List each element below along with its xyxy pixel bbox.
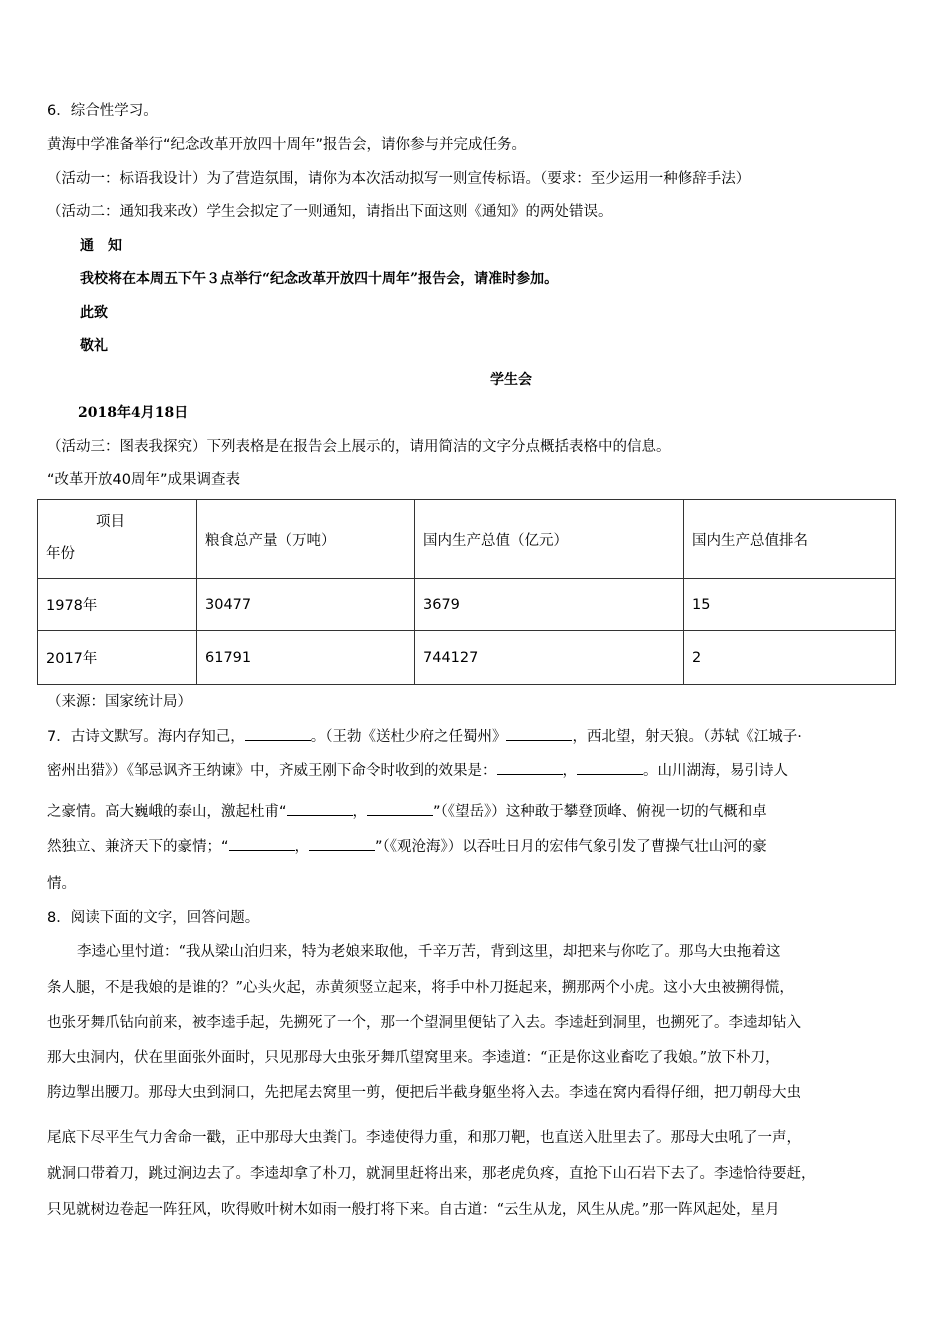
corner-label-year: 年份 bbox=[46, 546, 75, 562]
q6-intro: 黄海中学准备举行“纪念改革开放四十周年”报告会，请你参与并完成任务。 bbox=[47, 137, 527, 153]
survey-table bbox=[37, 499, 896, 685]
q7-text: ”（《望岳》）这种敢于攀登顶峰、俯视一切的气概和卓 bbox=[433, 804, 767, 820]
table-header-row bbox=[38, 500, 896, 579]
q7-line-3 bbox=[47, 801, 767, 822]
q6-activity1: （活动一：标语我设计）为了营造氛围，请你为本次活动拟写一则宣传标语。（要求：至少运用一种修辞手法） bbox=[47, 171, 751, 187]
q7-text: ”（《观沧海》）以吞吐日月的宏伟气象引发了曹操气壮山河的豪 bbox=[375, 839, 767, 855]
q7-text: 。（王勃《送杜少府之任蜀州》 bbox=[310, 729, 507, 745]
passage-line: 胯边掣出腰刀。那母大虫到洞口，先把尾去窝里一剪，便把后半截身躯坐将入去。李逵在窝内看得仔细，把刀朝母大虫 bbox=[47, 1085, 801, 1101]
passage-line: 条人腿，不是我娘的是谁的？”心头火起，赤黄须竖立起来，将手中朴刀挺起来，搠那两个小虎。这小大虫被搠得慌， bbox=[47, 980, 794, 996]
answer-blank[interactable] bbox=[506, 726, 572, 741]
q7-text: 7．古诗文默写。海内存知己， bbox=[47, 729, 245, 745]
answer-blank[interactable] bbox=[309, 836, 375, 851]
q7-text: ， bbox=[562, 763, 577, 779]
notice-date: 2018年4月18日 bbox=[78, 405, 189, 421]
passage-line: 只见就树边卷起一阵狂风，吹得败叶树木如雨一般打将下来。自古道：“云生从龙，风生从虎。”那一阵风起处，星月 bbox=[47, 1202, 780, 1218]
answer-blank[interactable] bbox=[367, 801, 433, 816]
q6-activity3: （活动三：图表我探究）下列表格是在报告会上展示的，请用简洁的文字分点概括表格中的信息。 bbox=[47, 439, 671, 455]
notice-heading: 通 知 bbox=[80, 238, 122, 254]
q7-text: 密州出猎》）《邹忌讽齐王纳谏》中，齐威王刚下命令时收到的效果是： bbox=[47, 763, 497, 779]
table-cell: 2 bbox=[684, 631, 896, 685]
q8-title: 8．阅读下面的文字，回答问题。 bbox=[47, 910, 260, 926]
passage-line: 也张牙舞爪钻向前来，被李逵手起，先搠死了一个，那一个望洞里便钻了入去。李逵赶到洞里，也搠死了。李逵却钻入 bbox=[47, 1015, 801, 1031]
table-header-cell: 国内生产总值（亿元） bbox=[415, 500, 684, 579]
q7-text: ， bbox=[352, 804, 368, 820]
table-cell: 30477 bbox=[197, 579, 415, 631]
q6-activity2: （活动二：通知我来改）学生会拟定了一则通知，请指出下面这则《通知》的两处错误。 bbox=[47, 204, 613, 220]
corner-label-item: 项目 bbox=[96, 514, 125, 530]
passage-line: 尾底下尽平生气力舍命一戳，正中那母大虫粪门。李逵使得力重，和那刀靶，也直送入肚里去了。那母大虫吼了一声， bbox=[47, 1130, 801, 1146]
q7-line-5: 情。 bbox=[47, 876, 76, 892]
table-cell: 3679 bbox=[415, 579, 684, 631]
table-cell-year: 2017年 bbox=[38, 631, 197, 685]
q6-title: 6．综合性学习。 bbox=[47, 103, 158, 119]
notice-body: 我校将在本周五下午３点举行“纪念改革开放四十周年”报告会，请准时参加。 bbox=[80, 271, 559, 287]
table-cell-year: 1978年 bbox=[38, 579, 197, 631]
table-cell: 744127 bbox=[415, 631, 684, 685]
passage-line: 那大虫洞内，伏在里面张外面时，只见那母大虫张牙舞爪望窝里来。李逵道：“正是你这业畜吃了我娘。”放下朴刀， bbox=[47, 1050, 780, 1066]
table-cell: 15 bbox=[684, 579, 896, 631]
table-corner-cell bbox=[38, 500, 197, 579]
passage-line: 就洞口带着刀，跳过涧边去了。李逵却拿了朴刀，就洞里赶将出来，那老虎负疼，直抢下山石岩下去了。李逵恰待要赶， bbox=[47, 1166, 816, 1182]
notice-closing-2: 敬礼 bbox=[80, 338, 108, 354]
q7-text: 之豪情。高大巍峨的泰山，激起杜甫“ bbox=[47, 804, 287, 820]
answer-blank[interactable] bbox=[245, 726, 311, 741]
table-cell: 61791 bbox=[197, 631, 415, 685]
notice-closing-1: 此致 bbox=[80, 305, 108, 321]
q7-line-2 bbox=[47, 760, 788, 781]
q7-line-4 bbox=[47, 836, 767, 857]
answer-blank[interactable] bbox=[287, 801, 353, 816]
table-header-cell: 粮食总产量（万吨） bbox=[197, 500, 415, 579]
table-title: “改革开放40周年”成果调查表 bbox=[47, 472, 240, 488]
q7-text: 。山川湖海，易引诗人 bbox=[643, 763, 788, 779]
table-source: （来源：国家统计局） bbox=[47, 694, 192, 710]
table-row bbox=[38, 631, 896, 685]
passage-line: 李逵心里忖道：“我从梁山泊归来，特为老娘来取他，千辛万苦，背到这里，却把来与你吃了。那鸟大虫拖着这 bbox=[77, 944, 781, 960]
table-row bbox=[38, 579, 896, 631]
answer-blank[interactable] bbox=[229, 836, 295, 851]
table-header-cell: 国内生产总值排名 bbox=[684, 500, 896, 579]
q7-text: ，西北望，射天狼。（苏轼《江城子· bbox=[572, 729, 802, 745]
q7-text: 然独立、兼济天下的豪情；“ bbox=[47, 839, 229, 855]
q7-line-1 bbox=[47, 726, 802, 747]
notice-signer: 学生会 bbox=[490, 372, 532, 388]
q7-text: ， bbox=[294, 839, 310, 855]
answer-blank[interactable] bbox=[497, 760, 563, 775]
answer-blank[interactable] bbox=[577, 760, 643, 775]
